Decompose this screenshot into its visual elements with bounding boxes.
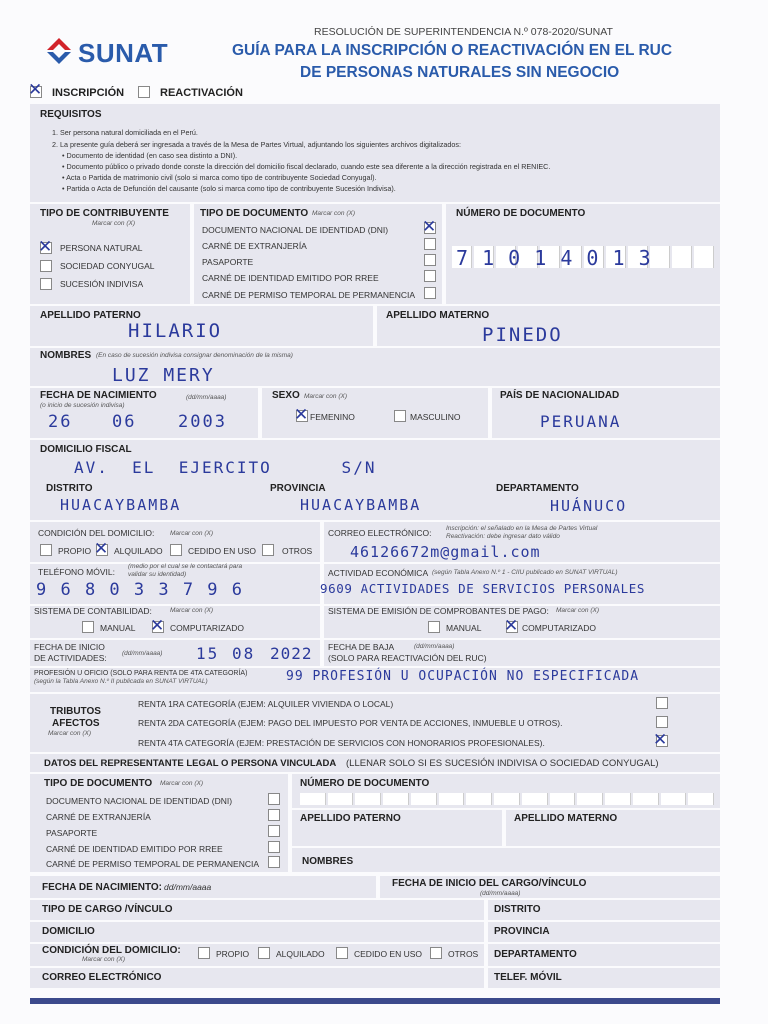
requisito-b1: • Documento de identidad (en caso sea distinto a DNI).: [62, 151, 238, 160]
telefono-note-1: (medio por el cual se le contactará para: [128, 563, 243, 570]
baja-label-2: (SOLO PARA REACTIVACIÓN DEL RUC): [328, 653, 487, 663]
actividad-label: ACTIVIDAD ECONÓMICA: [328, 568, 429, 578]
condicion-label: CONDICIÓN DEL DOMICILIO:: [38, 528, 155, 538]
contab-manual-label: MANUAL: [100, 623, 136, 633]
rep-title: DATOS DEL REPRESENTANTE LEGAL O PERSONA VINCULADA: [44, 758, 337, 769]
distrito-value[interactable]: HUACAYBAMBA: [60, 496, 182, 514]
rep-doc-dni-checkbox[interactable]: [268, 793, 280, 805]
domicilio-fiscal-value[interactable]: AV. EL EJERCITO S/N: [74, 458, 377, 477]
rep-title-note: (LLENAR SOLO SI ES SUCESIÓN INDIVISA O SOCIEDAD CONYUGAL): [346, 758, 659, 769]
rep-provincia-label: PROVINCIA: [494, 926, 550, 937]
provincia-value[interactable]: HUACAYBAMBA: [300, 496, 422, 514]
rep-alquilado-label: ALQUILADO: [276, 949, 325, 959]
emision-manual-checkbox[interactable]: [428, 621, 440, 633]
sunat-logo: [44, 36, 74, 66]
rep-nombres-label: NOMBRES: [302, 856, 354, 867]
provincia-label: PROVINCIA: [270, 483, 326, 494]
rep-inicio-cargo-label: FECHA DE INICIO DEL CARGO/VÍNCULO: [392, 878, 587, 889]
requisito-2: 2. La presente guía deberá ser ingresada a través de la Mesa de Partes Virtual, adjuntando los siguientes archivos digitalizados:: [52, 140, 462, 149]
profesion-hint: (según la Tabla Anexo N.º II publicada en SUNAT VIRTUAL): [34, 678, 208, 685]
tributos-hint: Marcar con (X): [48, 730, 91, 737]
tipo-contribuyente-hint: Marcar con (X): [92, 220, 135, 227]
doc-rree-checkbox[interactable]: [424, 270, 436, 282]
rep-condicion-hint: Marcar con (X): [82, 956, 125, 963]
telefono-note-2: validar su identidad): [128, 571, 187, 578]
pais-label: PAÍS DE NACIONALIDAD: [500, 390, 620, 401]
renta-1ra-label: RENTA 1RA CATEGORÍA (EJEM: ALQUILER VIVIENDA O LOCAL): [138, 699, 394, 709]
doc-ce-label: CARNÉ DE EXTRANJERÍA: [202, 241, 307, 251]
form-title-2: DE PERSONAS NATURALES SIN NEGOCIO: [300, 64, 620, 81]
condicion-hint: Marcar con (X): [170, 530, 213, 537]
telefono-value[interactable]: 9 6 8 0 3 3 7 9 6: [36, 580, 244, 600]
rep-doc-rree-checkbox[interactable]: [268, 841, 280, 853]
tipo-documento-section: [194, 204, 442, 304]
baja-format: (dd/mm/aaaa): [414, 643, 455, 650]
correo-note-2: Reactivación: debe ingresar dato válido: [446, 533, 560, 540]
requisito-b4: • Partida o Acta de Defunción del causante (solo si marca como tipo de contribuyente Sucesión Indivisa).: [62, 184, 396, 193]
sexo-hint: Marcar con (X): [304, 393, 347, 400]
nacimiento-dd[interactable]: 26: [48, 412, 73, 432]
rep-distrito-label: DISTRITO: [494, 904, 541, 915]
rep-doc-dni-label: DOCUMENTO NACIONAL DE IDENTIDAD (DNI): [46, 796, 233, 806]
rep-doc-ce-checkbox[interactable]: [268, 809, 280, 821]
rep-propio-label: PROPIO: [216, 949, 250, 959]
contabilidad-hint: Marcar con (X): [170, 607, 213, 614]
rep-correo-label: CORREO ELECTRÓNICO: [42, 972, 162, 983]
renta-2da-label: RENTA 2DA CATEGORÍA (EJEM: PAGO DEL IMPUESTO POR VENTA DE ACCIONES, INMUEBLE U OTROS).: [138, 718, 563, 728]
requisito-b3: • Acta o Partida de matrimonio civil (solo si marca como tipo de contribuyente Sociedad Conyugal).: [62, 173, 377, 182]
nombres-hint: (En caso de sucesión indivisa consignar denominación de la misma): [96, 352, 293, 359]
renta-2da-checkbox[interactable]: [656, 716, 668, 728]
persona-natural-label: PERSONA NATURAL: [60, 243, 143, 253]
masculino-checkbox[interactable]: [394, 410, 406, 422]
doc-ce-checkbox[interactable]: [424, 238, 436, 250]
contab-computarizado-label: COMPUTARIZADO: [170, 623, 244, 633]
rep-doc-ptp-checkbox[interactable]: [268, 856, 280, 868]
rep-propio-checkbox[interactable]: [198, 947, 210, 959]
actividad-value[interactable]: 9609 ACTIVIDADES DE SERVICIOS PERSONALES: [320, 581, 646, 596]
tributos-label-1: TRIBUTOS: [50, 706, 101, 717]
reactivacion-checkbox[interactable]: [138, 86, 150, 98]
tipo-documento-hint: Marcar con (X): [312, 210, 355, 217]
emision-label: SISTEMA DE EMISIÓN DE COMPROBANTES DE PAGO:: [328, 606, 549, 616]
x-mark: ✕: [294, 405, 309, 425]
correo-value[interactable]: 46126672m@gmail.com: [350, 543, 541, 561]
nombres-value[interactable]: LUZ MERY: [112, 365, 215, 386]
doc-pasaporte-checkbox[interactable]: [424, 254, 436, 266]
alquilado-label: ALQUILADO: [114, 546, 163, 556]
rep-tipo-cargo-label: TIPO DE CARGO /VÍNCULO: [42, 904, 173, 915]
rep-num-doc-label: NÚMERO DE DOCUMENTO: [300, 778, 430, 789]
domicilio-fiscal-label: DOMICILIO FISCAL: [40, 444, 132, 455]
rep-nacimiento-label: FECHA DE NACIMIENTO:: [42, 882, 162, 893]
nombres-label: NOMBRES: [40, 350, 92, 361]
resolution-line: RESOLUCIÓN DE SUPERINTENDENCIA N.º 078-2020/SUNAT: [314, 26, 613, 38]
logo-text: SUNAT: [78, 38, 169, 68]
rep-domicilio-section: [30, 922, 484, 942]
doc-ptp-label: CARNÉ DE PERMISO TEMPORAL DE PERMANENCIA: [202, 290, 416, 300]
inicio-mm[interactable]: 08: [232, 644, 256, 663]
inicio-yyyy[interactable]: 2022: [270, 644, 313, 663]
x-mark: ✕: [150, 616, 165, 636]
tributos-label-2: AFECTOS: [52, 718, 100, 729]
telefono-label: TELÉFONO MÓVIL:: [38, 567, 115, 577]
rep-doc-ce-label: CARNÉ DE EXTRANJERÍA: [46, 812, 151, 822]
numero-documento-value: 7 1 0 1 4 0 1 3: [456, 246, 652, 270]
sociedad-conyugal-label: SOCIEDAD CONYUGAL: [60, 261, 155, 271]
fecha-nacimiento-format: (dd/mm/aaaa): [186, 394, 227, 401]
pais-value[interactable]: PERUANA: [540, 412, 622, 431]
emision-hint: Marcar con (X): [556, 607, 599, 614]
rep-doc-rree-label: CARNÉ DE IDENTIDAD EMITIDO POR RREE: [46, 844, 223, 854]
femenino-label: FEMENINO: [310, 412, 355, 422]
rep-tipo-doc-hint: Marcar con (X): [160, 780, 203, 787]
rep-doc-pasaporte-label: PASAPORTE: [46, 828, 98, 838]
tipo-contribuyente-section: [30, 204, 190, 304]
departamento-value[interactable]: HUÁNUCO: [550, 497, 628, 515]
inscripcion-label: INSCRIPCIÓN: [52, 87, 125, 99]
rep-inicio-cargo-format: (dd/mm/aaaa): [480, 890, 521, 897]
profesion-label: PROFESIÓN U OFICIO (SOLO PARA RENTA DE 4TA CATEGORÍA): [34, 670, 248, 677]
requisito-b2: • Documento público o privado donde conste la dirección del domicilio fiscal declarado, cuando este sea diferente a la dirección registrada en el RENIEC.: [62, 162, 551, 171]
cedido-label: CEDIDO EN USO: [188, 546, 257, 556]
apellido-paterno-value[interactable]: HILARIO: [128, 320, 223, 342]
numero-documento-label: NÚMERO DE DOCUMENTO: [456, 208, 586, 219]
renta-4ta-label: RENTA 4TA CATEGORÍA (EJEM: PRESTACIÓN DE SERVICIOS CON HONORARIOS PROFESIONALES).: [138, 738, 545, 748]
rep-cedido-label: CEDIDO EN USO: [354, 949, 423, 959]
sexo-label: SEXO: [272, 390, 300, 401]
rep-num-doc-field[interactable]: [300, 793, 714, 805]
apellido-paterno-label: APELLIDO PATERNO: [40, 310, 141, 321]
footer-bar: [30, 998, 720, 1004]
doc-ptp-checkbox[interactable]: [424, 287, 436, 299]
rep-nombres-section: [292, 848, 720, 872]
inicio-label-2: DE ACTIVIDADES:: [34, 653, 107, 663]
rep-doc-pasaporte-checkbox[interactable]: [268, 825, 280, 837]
x-mark: ✕: [504, 616, 519, 636]
nacimiento-yyyy[interactable]: 2003: [178, 412, 227, 432]
contab-manual-checkbox[interactable]: [82, 621, 94, 633]
rep-condicion-label: CONDICIÓN DEL DOMICILIO:: [42, 945, 181, 956]
rep-cedido-checkbox[interactable]: [336, 947, 348, 959]
sucesion-indivisa-checkbox[interactable]: [40, 278, 52, 290]
profesion-value[interactable]: 99 PROFESIÓN U OCUPACIÓN NO ESPECIFICADA: [286, 669, 640, 684]
rep-telefono-label: TELEF. MÓVIL: [494, 972, 562, 983]
emision-computarizado-label: COMPUTARIZADO: [522, 623, 596, 633]
propio-checkbox[interactable]: [40, 544, 52, 556]
form-title-1: GUÍA PARA LA INSCRIPCIÓN O REACTIVACIÓN EN EL RUC: [232, 42, 673, 59]
otros-label: OTROS: [282, 546, 313, 556]
departamento-label: DEPARTAMENTO: [496, 483, 579, 494]
correo-note-1: Inscripción: el señalado en la Mesa de Partes Virtual: [446, 525, 598, 532]
x-mark: ✕: [422, 217, 437, 237]
requisito-1: 1. Ser persona natural domiciliada en el Perú.: [52, 128, 198, 137]
nacimiento-mm[interactable]: 06: [112, 412, 137, 432]
rep-ap-materno-label: APELLIDO MATERNO: [514, 813, 618, 824]
inicio-label-1: FECHA DE INICIO: [34, 642, 105, 652]
doc-dni-label: DOCUMENTO NACIONAL DE IDENTIDAD (DNI): [202, 225, 389, 235]
sucesion-indivisa-label: SUCESIÓN INDIVISA: [60, 279, 144, 289]
x-mark: ✕: [94, 539, 109, 559]
contabilidad-label: SISTEMA DE CONTABILIDAD:: [34, 606, 152, 616]
rep-nacimiento-format: dd/mm/aaaa: [164, 882, 212, 892]
x-mark: ✕: [38, 237, 53, 257]
doc-rree-label: CARNÉ DE IDENTIDAD EMITIDO POR RREE: [202, 273, 379, 283]
rep-otros-checkbox[interactable]: [430, 947, 442, 959]
doc-pasaporte-label: PASAPORTE: [202, 257, 254, 267]
rep-departamento-label: DEPARTAMENTO: [494, 949, 577, 960]
cedido-checkbox[interactable]: [170, 544, 182, 556]
distrito-label: DISTRITO: [46, 483, 93, 494]
tipo-documento-label: TIPO DE DOCUMENTO: [200, 208, 309, 219]
fecha-nacimiento-hint: (o inicio de sucesión indivisa): [40, 402, 125, 409]
rep-doc-ptp-label: CARNÉ DE PERMISO TEMPORAL DE PERMANENCIA: [46, 859, 260, 869]
requisitos-title: REQUISITOS: [40, 109, 102, 120]
rep-alquilado-checkbox[interactable]: [258, 947, 270, 959]
fecha-nacimiento-label: FECHA DE NACIMIENTO: [40, 390, 157, 401]
baja-label-1: FECHA DE BAJA: [328, 642, 395, 652]
rep-ap-paterno-label: APELLIDO PATERNO: [300, 813, 401, 824]
propio-label: PROPIO: [58, 546, 92, 556]
inicio-dd[interactable]: 15: [196, 644, 220, 663]
emision-manual-label: MANUAL: [446, 623, 482, 633]
actividad-hint: (según Tabla Anexo N.º 1 - CIIU publicado en SUNAT VIRTUAL): [432, 569, 618, 576]
correo-label: CORREO ELECTRÓNICO:: [328, 528, 432, 538]
reactivacion-label: REACTIVACIÓN: [160, 87, 243, 99]
rep-domicilio-label: DOMICILIO: [42, 926, 95, 937]
tipo-contribuyente-label: TIPO DE CONTRIBUYENTE: [40, 208, 169, 219]
renta-1ra-checkbox[interactable]: [656, 697, 668, 709]
rep-tipo-doc-label: TIPO DE DOCUMENTO: [44, 778, 153, 789]
rep-otros-label: OTROS: [448, 949, 479, 959]
x-mark: ✕: [653, 730, 668, 750]
masculino-label: MASCULINO: [410, 412, 461, 422]
apellido-materno-label: APELLIDO MATERNO: [386, 310, 490, 321]
apellido-materno-value[interactable]: PINEDO: [482, 324, 563, 346]
x-mark: ✕: [28, 80, 43, 100]
sociedad-conyugal-checkbox[interactable]: [40, 260, 52, 272]
otros-checkbox[interactable]: [262, 544, 274, 556]
inicio-format: (dd/mm/aaaa): [122, 650, 163, 657]
